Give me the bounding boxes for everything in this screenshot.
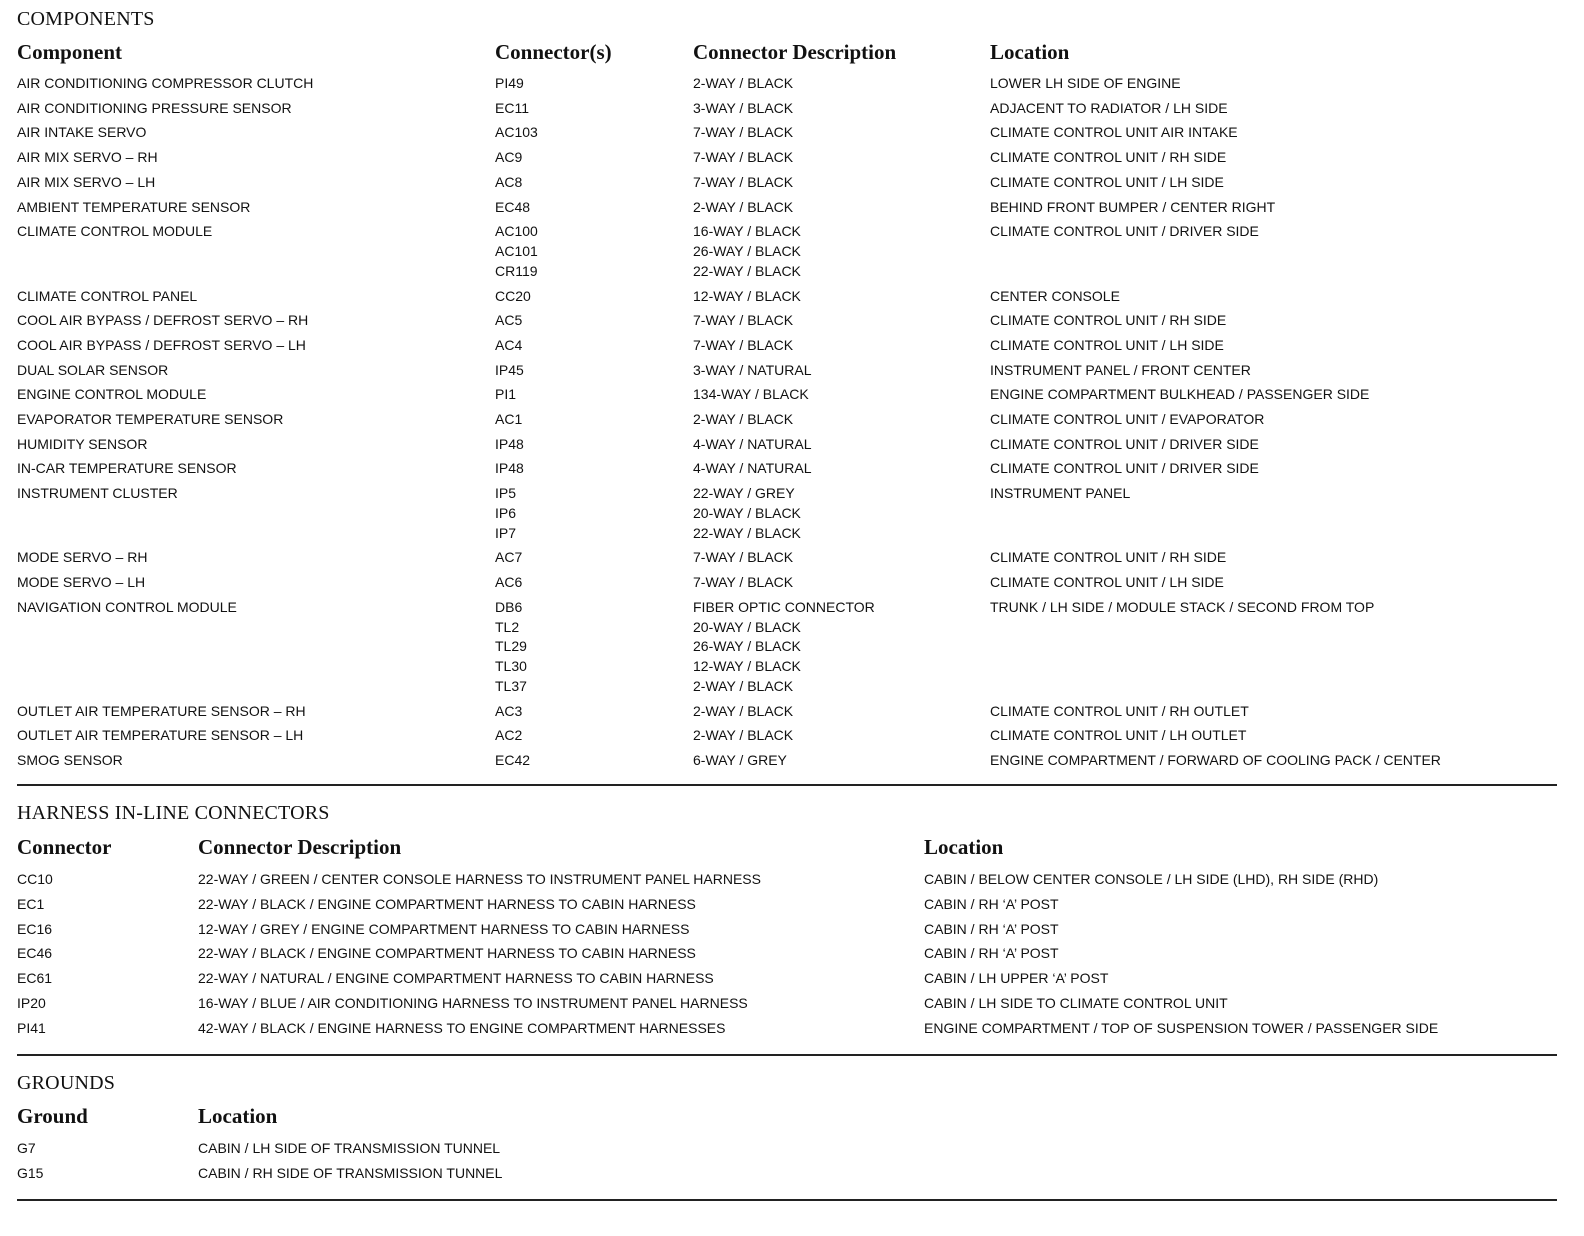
connector-id: PI49 xyxy=(495,75,524,91)
connector-description: 26-WAY / BLACK xyxy=(693,243,801,259)
component-name: SMOG SENSOR xyxy=(17,752,123,769)
connector-id: AC6 xyxy=(495,574,523,591)
connector-id: AC9 xyxy=(495,149,523,166)
harness-connector-id: EC16 xyxy=(17,920,53,937)
harness-location: CABIN / RH ‘A’ POST xyxy=(924,895,1059,912)
grounds-header-location: Location xyxy=(198,1104,278,1128)
harness-header-location: Location xyxy=(924,835,1004,859)
component-name: DUAL SOLAR SENSOR xyxy=(17,361,169,378)
components-section-title: COMPONENTS xyxy=(17,8,155,30)
component-name: COOL AIR BYPASS / DEFROST SERVO – LH xyxy=(17,336,306,353)
component-location: ADJACENT TO RADIATOR / LH SIDE xyxy=(990,99,1228,116)
connector-description: 2-WAY / BLACK xyxy=(693,411,794,427)
connector-description: 3-WAY / NATURAL xyxy=(693,361,812,378)
harness-connector-description: 22-WAY / BLACK / ENGINE COMPARTMENT HARNESS TO CABIN HARNESS xyxy=(198,895,696,912)
harness-connector-id: EC46 xyxy=(17,945,53,962)
section-divider xyxy=(17,1054,1557,1056)
component-location: ENGINE COMPARTMENT / FORWARD OF COOLING PACK / CENTER xyxy=(990,752,1441,769)
component-name: MODE SERVO – LH xyxy=(17,574,146,591)
component-location: CENTER CONSOLE xyxy=(990,287,1120,304)
grounds-header-ground: Ground xyxy=(17,1104,88,1128)
harness-connector-id: PI41 xyxy=(17,1019,46,1036)
connector-description: FIBER OPTIC CONNECTOR xyxy=(693,598,875,615)
harness-header-connector: Connector xyxy=(17,835,112,859)
connector-id: AC2 xyxy=(495,727,523,744)
connector-id: DB6 xyxy=(495,598,523,615)
connector-description: 20-WAY / BLACK xyxy=(693,618,801,635)
connector-description: 2-WAY / BLACK xyxy=(693,678,794,694)
components-header-component: Component xyxy=(17,40,123,64)
connector-description: 2-WAY / BLACK xyxy=(693,75,794,91)
ground-id: G7 xyxy=(17,1140,36,1156)
component-location: CLIMATE CONTROL UNIT / RH OUTLET xyxy=(990,702,1249,719)
connector-description: 22-WAY / BLACK xyxy=(693,524,801,541)
connector-id: IP48 xyxy=(495,435,524,452)
component-location: CLIMATE CONTROL UNIT / LH SIDE xyxy=(990,173,1224,190)
component-location: CLIMATE CONTROL UNIT / DRIVER SIDE xyxy=(990,460,1259,477)
connector-id: AC7 xyxy=(495,549,523,566)
component-name: COOL AIR BYPASS / DEFROST SERVO – RH xyxy=(17,312,309,329)
component-name: INSTRUMENT CLUSTER xyxy=(17,485,178,502)
harness-location: CABIN / RH ‘A’ POST xyxy=(924,945,1059,962)
connector-id: EC48 xyxy=(495,198,531,215)
component-name: NAVIGATION CONTROL MODULE xyxy=(17,598,237,615)
harness-header-description: Connector Description xyxy=(198,835,402,859)
component-name: EVAPORATOR TEMPERATURE SENSOR xyxy=(17,411,284,427)
component-name: OUTLET AIR TEMPERATURE SENSOR – RH xyxy=(17,702,306,719)
connector-id: AC3 xyxy=(495,702,523,719)
connector-description: 2-WAY / BLACK xyxy=(693,198,794,215)
connector-id: TL37 xyxy=(495,678,527,694)
connector-description: 2-WAY / BLACK xyxy=(693,727,794,744)
harness-connector-id: CC10 xyxy=(17,871,53,887)
component-location: INSTRUMENT PANEL / FRONT CENTER xyxy=(990,361,1251,378)
connector-description: 2-WAY / BLACK xyxy=(693,702,794,719)
connector-description: 7-WAY / BLACK xyxy=(693,336,794,353)
connector-id: IP48 xyxy=(495,460,524,477)
component-name: OUTLET AIR TEMPERATURE SENSOR – LH xyxy=(17,727,304,744)
component-name: MODE SERVO – RH xyxy=(17,549,148,566)
connector-description: 7-WAY / BLACK xyxy=(693,312,794,329)
harness-connector-description: 42-WAY / BLACK / ENGINE HARNESS TO ENGINE COMPARTMENT HARNESSES xyxy=(198,1019,726,1036)
connector-description: 7-WAY / BLACK xyxy=(693,173,794,190)
section-divider xyxy=(17,784,1557,786)
grounds-section-title: GROUNDS xyxy=(17,1072,116,1094)
connector-id: AC8 xyxy=(495,173,523,190)
harness-location: ENGINE COMPARTMENT / TOP OF SUSPENSION TOWER / PASSENGER SIDE xyxy=(924,1019,1439,1036)
harness-connector-description: 12-WAY / GREY / ENGINE COMPARTMENT HARNESS TO CABIN HARNESS xyxy=(198,920,690,937)
harness-connector-id: EC61 xyxy=(17,970,53,987)
section-divider xyxy=(17,1199,1557,1201)
component-location: CLIMATE CONTROL UNIT / DRIVER SIDE xyxy=(990,223,1259,240)
connector-id: AC100 xyxy=(495,223,538,240)
component-name: CLIMATE CONTROL MODULE xyxy=(17,223,213,240)
component-location: CLIMATE CONTROL UNIT / LH OUTLET xyxy=(990,727,1247,744)
component-location: CLIMATE CONTROL UNIT / LH SIDE xyxy=(990,336,1224,353)
connector-id: IP7 xyxy=(495,524,517,541)
component-location: CLIMATE CONTROL UNIT / RH SIDE xyxy=(990,149,1227,166)
components-header-connectors: Connector(s) xyxy=(495,40,612,64)
ground-location: CABIN / RH SIDE OF TRANSMISSION TUNNEL xyxy=(198,1165,503,1181)
component-location: CLIMATE CONTROL UNIT / EVAPORATOR xyxy=(990,411,1265,427)
connector-description: 22-WAY / BLACK xyxy=(693,262,801,279)
connector-id: EC11 xyxy=(495,99,529,116)
component-name: AIR CONDITIONING COMPRESSOR CLUTCH xyxy=(17,75,314,91)
connector-id: EC42 xyxy=(495,752,531,769)
harness-location: CABIN / RH ‘A’ POST xyxy=(924,920,1059,937)
component-location: TRUNK / LH SIDE / MODULE STACK / SECOND FROM TOP xyxy=(990,598,1375,615)
ground-id: G15 xyxy=(17,1165,44,1181)
connector-description: 7-WAY / BLACK xyxy=(693,149,794,166)
harness-connector-id: IP20 xyxy=(17,995,46,1011)
connector-id: TL29 xyxy=(495,638,527,655)
connector-id: PI1 xyxy=(495,386,517,403)
connector-description: 12-WAY / BLACK xyxy=(693,287,801,304)
connector-id: AC1 xyxy=(495,411,523,427)
harness-connector-id: EC1 xyxy=(17,895,45,912)
connector-id: AC103 xyxy=(495,124,538,141)
connector-description: 26-WAY / BLACK xyxy=(693,638,801,655)
harness-connector-description: 22-WAY / BLACK / ENGINE COMPARTMENT HARNESS TO CABIN HARNESS xyxy=(198,945,696,962)
harness-location: CABIN / LH UPPER ‘A’ POST xyxy=(924,970,1109,987)
component-name: AIR MIX SERVO – LH xyxy=(17,173,156,190)
connector-description: 7-WAY / BLACK xyxy=(693,574,794,591)
connector-id: AC101 xyxy=(495,243,538,259)
component-name: IN-CAR TEMPERATURE SENSOR xyxy=(17,460,237,477)
connector-id: CR119 xyxy=(495,262,538,279)
connector-id: IP45 xyxy=(495,361,524,378)
component-name: AMBIENT TEMPERATURE SENSOR xyxy=(17,198,251,215)
ground-location: CABIN / LH SIDE OF TRANSMISSION TUNNEL xyxy=(198,1140,501,1156)
connector-description: 134-WAY / BLACK xyxy=(693,386,809,403)
harness-connector-description: 16-WAY / BLUE / AIR CONDITIONING HARNESS TO INSTRUMENT PANEL HARNESS xyxy=(198,995,748,1011)
component-location: BEHIND FRONT BUMPER / CENTER RIGHT xyxy=(990,198,1276,215)
component-name: ENGINE CONTROL MODULE xyxy=(17,386,207,403)
harness-section-title: HARNESS IN-LINE CONNECTORS xyxy=(17,802,330,824)
connector-id: CC20 xyxy=(495,287,531,304)
component-name: AIR CONDITIONING PRESSURE SENSOR xyxy=(17,99,292,116)
connector-id: IP6 xyxy=(495,504,517,521)
connector-description: 22-WAY / GREY xyxy=(693,485,795,502)
component-location: CLIMATE CONTROL UNIT / RH SIDE xyxy=(990,549,1227,566)
component-location: INSTRUMENT PANEL xyxy=(990,485,1131,502)
components-header-description: Connector Description xyxy=(693,40,897,64)
connector-description: 4-WAY / NATURAL xyxy=(693,435,812,452)
component-location: CLIMATE CONTROL UNIT / DRIVER SIDE xyxy=(990,435,1259,452)
component-location: CLIMATE CONTROL UNIT / RH SIDE xyxy=(990,312,1227,329)
connector-id: IP5 xyxy=(495,485,517,502)
harness-location: CABIN / LH SIDE TO CLIMATE CONTROL UNIT xyxy=(924,995,1228,1011)
connector-description: 6-WAY / GREY xyxy=(693,752,787,769)
connector-description: 20-WAY / BLACK xyxy=(693,504,801,521)
connector-id: AC4 xyxy=(495,336,523,353)
component-name: AIR MIX SERVO – RH xyxy=(17,149,158,166)
components-header-location: Location xyxy=(990,40,1070,64)
component-location: CLIMATE CONTROL UNIT AIR INTAKE xyxy=(990,124,1238,141)
component-location: LOWER LH SIDE OF ENGINE xyxy=(990,75,1181,91)
connector-description: 16-WAY / BLACK xyxy=(693,223,801,240)
connector-id: TL2 xyxy=(495,618,520,635)
connector-description: 7-WAY / BLACK xyxy=(693,124,794,141)
harness-connector-description: 22-WAY / GREEN / CENTER CONSOLE HARNESS TO INSTRUMENT PANEL HARNESS xyxy=(198,871,761,887)
connector-description: 12-WAY / BLACK xyxy=(693,658,801,675)
component-name: CLIMATE CONTROL PANEL xyxy=(17,287,198,304)
connector-description: 4-WAY / NATURAL xyxy=(693,460,812,477)
connector-description: 7-WAY / BLACK xyxy=(693,549,794,566)
harness-location: CABIN / BELOW CENTER CONSOLE / LH SIDE (LHD), RH SIDE (RHD) xyxy=(924,871,1379,887)
component-location: ENGINE COMPARTMENT BULKHEAD / PASSENGER SIDE xyxy=(990,386,1370,403)
connector-id: TL30 xyxy=(495,658,527,675)
connector-description: 3-WAY / BLACK xyxy=(693,99,794,116)
harness-connector-description: 22-WAY / NATURAL / ENGINE COMPARTMENT HARNESS TO CABIN HARNESS xyxy=(198,970,714,987)
component-name: AIR INTAKE SERVO xyxy=(17,124,147,141)
component-name: HUMIDITY SENSOR xyxy=(17,435,148,452)
component-location: CLIMATE CONTROL UNIT / LH SIDE xyxy=(990,574,1224,591)
connector-id: AC5 xyxy=(495,312,523,329)
